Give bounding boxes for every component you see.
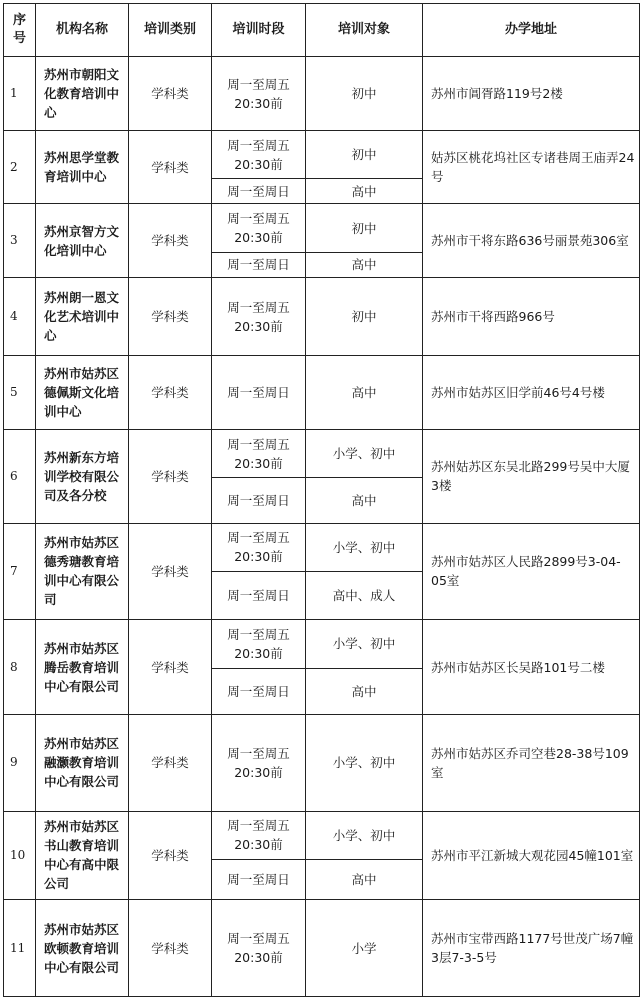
time-cell: 周一至周日 bbox=[212, 179, 306, 204]
table-row bbox=[4, 130, 640, 178]
address-cell: 苏州市姑苏区旧学前46号4号楼 bbox=[423, 356, 640, 430]
target-cell: 小学、初中 bbox=[306, 429, 423, 477]
institution-name: 苏州市姑苏区欧顿教育培训中心有限公司 bbox=[36, 900, 129, 997]
category-cell: 学科类 bbox=[129, 714, 212, 811]
header-address: 办学地址 bbox=[423, 4, 640, 57]
target-cell: 高中 bbox=[306, 179, 423, 204]
row-index: 4 bbox=[4, 277, 36, 356]
target-cell: 高中 bbox=[306, 356, 423, 430]
time-cell bbox=[212, 900, 306, 997]
header-row bbox=[4, 4, 640, 57]
institution-name: 苏州新东方培训学校有限公司及各分校 bbox=[36, 429, 129, 523]
target-cell: 高中 bbox=[306, 478, 423, 523]
time-end: 20:30前 bbox=[234, 156, 283, 172]
institution-name: 苏州市姑苏区德秀瑭教育培训中心有限公司 bbox=[36, 523, 129, 620]
target-cell: 小学、初中 bbox=[306, 620, 423, 668]
target-cell: 小学、初中 bbox=[306, 811, 423, 859]
time-weekday: 周一至周五 bbox=[227, 76, 290, 92]
institution-name: 苏州市姑苏区腾岳教育培训中心有限公司 bbox=[36, 620, 129, 715]
institution-name: 苏州京智方文化培训中心 bbox=[36, 204, 129, 278]
target-cell: 小学、初中 bbox=[306, 714, 423, 811]
category-cell: 学科类 bbox=[129, 620, 212, 715]
row-index: 6 bbox=[4, 429, 36, 523]
category-cell: 学科类 bbox=[129, 57, 212, 131]
row-index: 9 bbox=[4, 714, 36, 811]
institution-name: 苏州朗一恩文化艺术培训中心 bbox=[36, 277, 129, 356]
table-row bbox=[4, 277, 640, 356]
row-index: 8 bbox=[4, 620, 36, 715]
address-cell: 苏州姑苏区东吴北路299号吴中大厦3楼 bbox=[423, 429, 640, 523]
category-cell: 学科类 bbox=[129, 429, 212, 523]
time-weekday: 周一至周五 bbox=[227, 530, 290, 546]
time-end: 20:30前 bbox=[234, 645, 283, 661]
address-cell: 苏州市姑苏区人民路2899号3-04-05室 bbox=[423, 523, 640, 620]
table-row bbox=[4, 204, 640, 252]
time-weekday: 周一至周五 bbox=[227, 818, 290, 834]
table-row bbox=[4, 714, 640, 811]
header-name: 机构名称 bbox=[36, 4, 129, 57]
header-index: 序号 bbox=[4, 4, 36, 57]
row-index: 11 bbox=[4, 900, 36, 997]
target-cell: 高中 bbox=[306, 252, 423, 277]
address-cell: 苏州市平江新城大观花园45幢101室 bbox=[423, 811, 640, 900]
time-cell bbox=[212, 204, 306, 252]
institution-name: 苏州市姑苏区融灏教育培训中心有限公司 bbox=[36, 714, 129, 811]
table-row bbox=[4, 429, 640, 477]
time-end: 20:30前 bbox=[234, 455, 283, 471]
category-cell: 学科类 bbox=[129, 523, 212, 620]
category-cell: 学科类 bbox=[129, 130, 212, 204]
category-cell: 学科类 bbox=[129, 356, 212, 430]
category-cell: 学科类 bbox=[129, 900, 212, 997]
time-end: 20:30前 bbox=[234, 764, 283, 780]
time-weekday: 周一至周五 bbox=[227, 745, 290, 761]
category-cell: 学科类 bbox=[129, 204, 212, 278]
time-end: 20:30前 bbox=[234, 549, 283, 565]
header-category: 培训类别 bbox=[129, 4, 212, 57]
row-index: 5 bbox=[4, 356, 36, 430]
time-cell bbox=[212, 620, 306, 668]
time-cell: 周一至周日 bbox=[212, 571, 306, 619]
target-cell: 初中 bbox=[306, 57, 423, 131]
row-index: 10 bbox=[4, 811, 36, 900]
institution-name: 苏州思学堂教育培训中心 bbox=[36, 130, 129, 204]
institution-name: 苏州市姑苏区书山教育培训中心有高中限公司 bbox=[36, 811, 129, 900]
time-cell bbox=[212, 714, 306, 811]
training-institutions-table bbox=[3, 3, 640, 997]
header-target: 培训对象 bbox=[306, 4, 423, 57]
time-cell: 周一至周日 bbox=[212, 356, 306, 430]
category-cell: 学科类 bbox=[129, 811, 212, 900]
header-time: 培训时段 bbox=[212, 4, 306, 57]
address-cell: 苏州市姑苏区长吴路101号二楼 bbox=[423, 620, 640, 715]
row-index: 3 bbox=[4, 204, 36, 278]
time-cell bbox=[212, 811, 306, 859]
time-weekday: 周一至周五 bbox=[227, 931, 290, 947]
time-cell: 周一至周日 bbox=[212, 478, 306, 523]
time-weekday: 周一至周五 bbox=[227, 137, 290, 153]
table-row bbox=[4, 620, 640, 668]
address-cell: 苏州市干将西路966号 bbox=[423, 277, 640, 356]
address-cell: 苏州市阊胥路119号2楼 bbox=[423, 57, 640, 131]
time-end: 20:30前 bbox=[234, 230, 283, 246]
time-cell: 周一至周日 bbox=[212, 252, 306, 277]
institution-name: 苏州市姑苏区德佩斯文化培训中心 bbox=[36, 356, 129, 430]
target-cell: 初中 bbox=[306, 277, 423, 356]
time-cell bbox=[212, 130, 306, 178]
time-weekday: 周一至周五 bbox=[227, 436, 290, 452]
time-end: 20:30前 bbox=[234, 95, 283, 111]
target-cell: 小学 bbox=[306, 900, 423, 997]
target-cell: 高中 bbox=[306, 859, 423, 899]
address-cell: 苏州市姑苏区乔司空巷28-38号109室 bbox=[423, 714, 640, 811]
table-row bbox=[4, 356, 640, 430]
row-index: 2 bbox=[4, 130, 36, 204]
target-cell: 初中 bbox=[306, 204, 423, 252]
row-index: 7 bbox=[4, 523, 36, 620]
time-cell: 周一至周日 bbox=[212, 859, 306, 899]
time-cell bbox=[212, 429, 306, 477]
table-row bbox=[4, 811, 640, 859]
target-cell: 小学、初中 bbox=[306, 523, 423, 571]
time-cell bbox=[212, 57, 306, 131]
target-cell: 高中 bbox=[306, 668, 423, 714]
address-cell: 苏州市宝带西路1177号世茂广场7幢3层7-3-5号 bbox=[423, 900, 640, 997]
address-cell: 苏州市干将东路636号丽景苑306室 bbox=[423, 204, 640, 278]
target-cell: 高中、成人 bbox=[306, 571, 423, 619]
table-row bbox=[4, 900, 640, 997]
time-weekday: 周一至周五 bbox=[227, 211, 290, 227]
time-cell bbox=[212, 277, 306, 356]
time-end: 20:30前 bbox=[234, 318, 283, 334]
time-end: 20:30前 bbox=[234, 950, 283, 966]
time-end: 20:30前 bbox=[234, 837, 283, 853]
address-cell: 姑苏区桃花坞社区专诸巷周王庙弄24号 bbox=[423, 130, 640, 204]
table-row bbox=[4, 523, 640, 571]
time-cell: 周一至周日 bbox=[212, 668, 306, 714]
time-weekday: 周一至周五 bbox=[227, 626, 290, 642]
table-row bbox=[4, 57, 640, 131]
time-weekday: 周一至周五 bbox=[227, 299, 290, 315]
row-index: 1 bbox=[4, 57, 36, 131]
category-cell: 学科类 bbox=[129, 277, 212, 356]
target-cell: 初中 bbox=[306, 130, 423, 178]
institution-name: 苏州市朝阳文化教育培训中心 bbox=[36, 57, 129, 131]
time-cell bbox=[212, 523, 306, 571]
